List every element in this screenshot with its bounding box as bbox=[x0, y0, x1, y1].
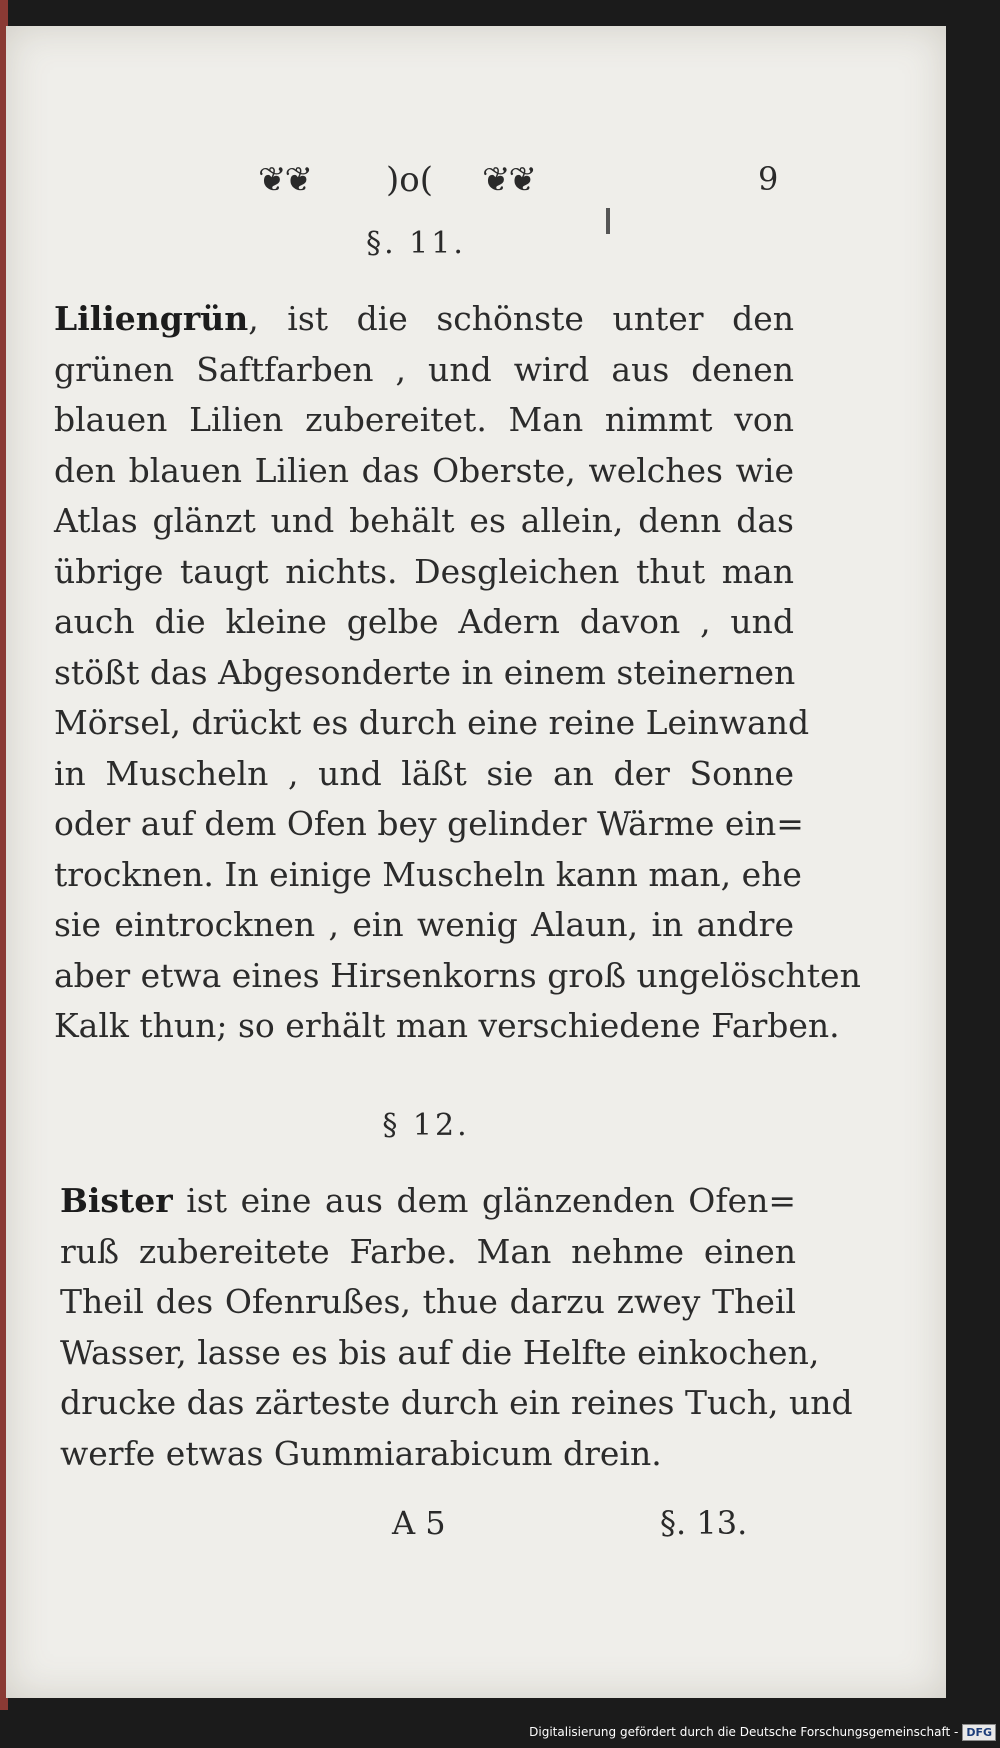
text-line: übrige taugt nichts. Desgleichen thut man bbox=[54, 551, 794, 591]
term-liliengruen: Liliengrün bbox=[54, 299, 249, 338]
paragraph-liliengruen bbox=[54, 294, 861, 1052]
text-line: stößt das Abgesonderte in einem steinernen bbox=[54, 652, 796, 692]
term-bister: Bister bbox=[60, 1181, 173, 1220]
text-line: Liliengrün, ist die schönste unter den bbox=[54, 299, 794, 338]
text-line: Mörsel, drückt es durch eine reine Leinwand bbox=[54, 703, 810, 742]
section-heading-12: § 12. bbox=[382, 1108, 470, 1143]
text-line: werfe etwas Gummiarabicum drein. bbox=[60, 1433, 662, 1473]
page-footer bbox=[6, 1504, 946, 1554]
paragraph-bister bbox=[60, 1176, 853, 1479]
text-line: drucke das zärteste durch ein reines Tuch, und bbox=[60, 1383, 853, 1422]
text-line: blauen Lilien zubereitet. Man nimmt von bbox=[54, 400, 794, 439]
ornament-right: ❦❦ bbox=[482, 160, 535, 200]
credit-text: Digitalisierung gefördert durch die Deutsche Forschungsgemeinschaft - bbox=[529, 1725, 959, 1739]
text-line: Wasser, lasse es bis auf die Helfte einkochen, bbox=[60, 1332, 820, 1372]
book-page bbox=[6, 26, 946, 1698]
ornament-middle: )o( bbox=[386, 160, 433, 200]
section-heading-11: §. 11. bbox=[366, 226, 466, 261]
dfg-logo: DFG bbox=[962, 1724, 996, 1741]
ornament-left: ❦❦ bbox=[258, 160, 311, 200]
text-line: oder auf dem Ofen bey gelinder Wärme ein= bbox=[54, 804, 804, 843]
text-line: aber etwa eines Hirsenkorns groß ungelöschten bbox=[54, 955, 861, 995]
text-line: den blauen Lilien das Oberste, welches wie bbox=[54, 450, 794, 490]
page-number: 9 bbox=[758, 160, 779, 198]
text-line: ruß zubereitete Farbe. Man nehme einen bbox=[60, 1231, 796, 1271]
digitization-credit bbox=[529, 1722, 996, 1742]
text-line: sie eintrocknen , ein wenig Alaun, in andre bbox=[54, 905, 794, 944]
text-line: Kalk thun; so erhält man verschiedene Farben. bbox=[54, 1006, 840, 1045]
text-line: in Muscheln , und läßt sie an der Sonne bbox=[54, 753, 794, 793]
text-line: Theil des Ofenrußes, thue darzu zwey Theil bbox=[60, 1282, 796, 1321]
catchword: §. 13. bbox=[660, 1504, 748, 1542]
text-line: grünen Saftfarben , und wird aus denen bbox=[54, 349, 794, 389]
signature-mark: A 5 bbox=[392, 1504, 446, 1542]
text-line: auch die kleine gelbe Adern davon , und bbox=[54, 602, 794, 641]
text-line: trocknen. In einige Muscheln kann man, ehe bbox=[54, 854, 802, 894]
page-header bbox=[6, 154, 946, 204]
text-line: Bister ist eine aus dem glänzenden Ofen= bbox=[60, 1181, 796, 1220]
text-line: Atlas glänzt und behält es allein, denn das bbox=[54, 501, 794, 540]
